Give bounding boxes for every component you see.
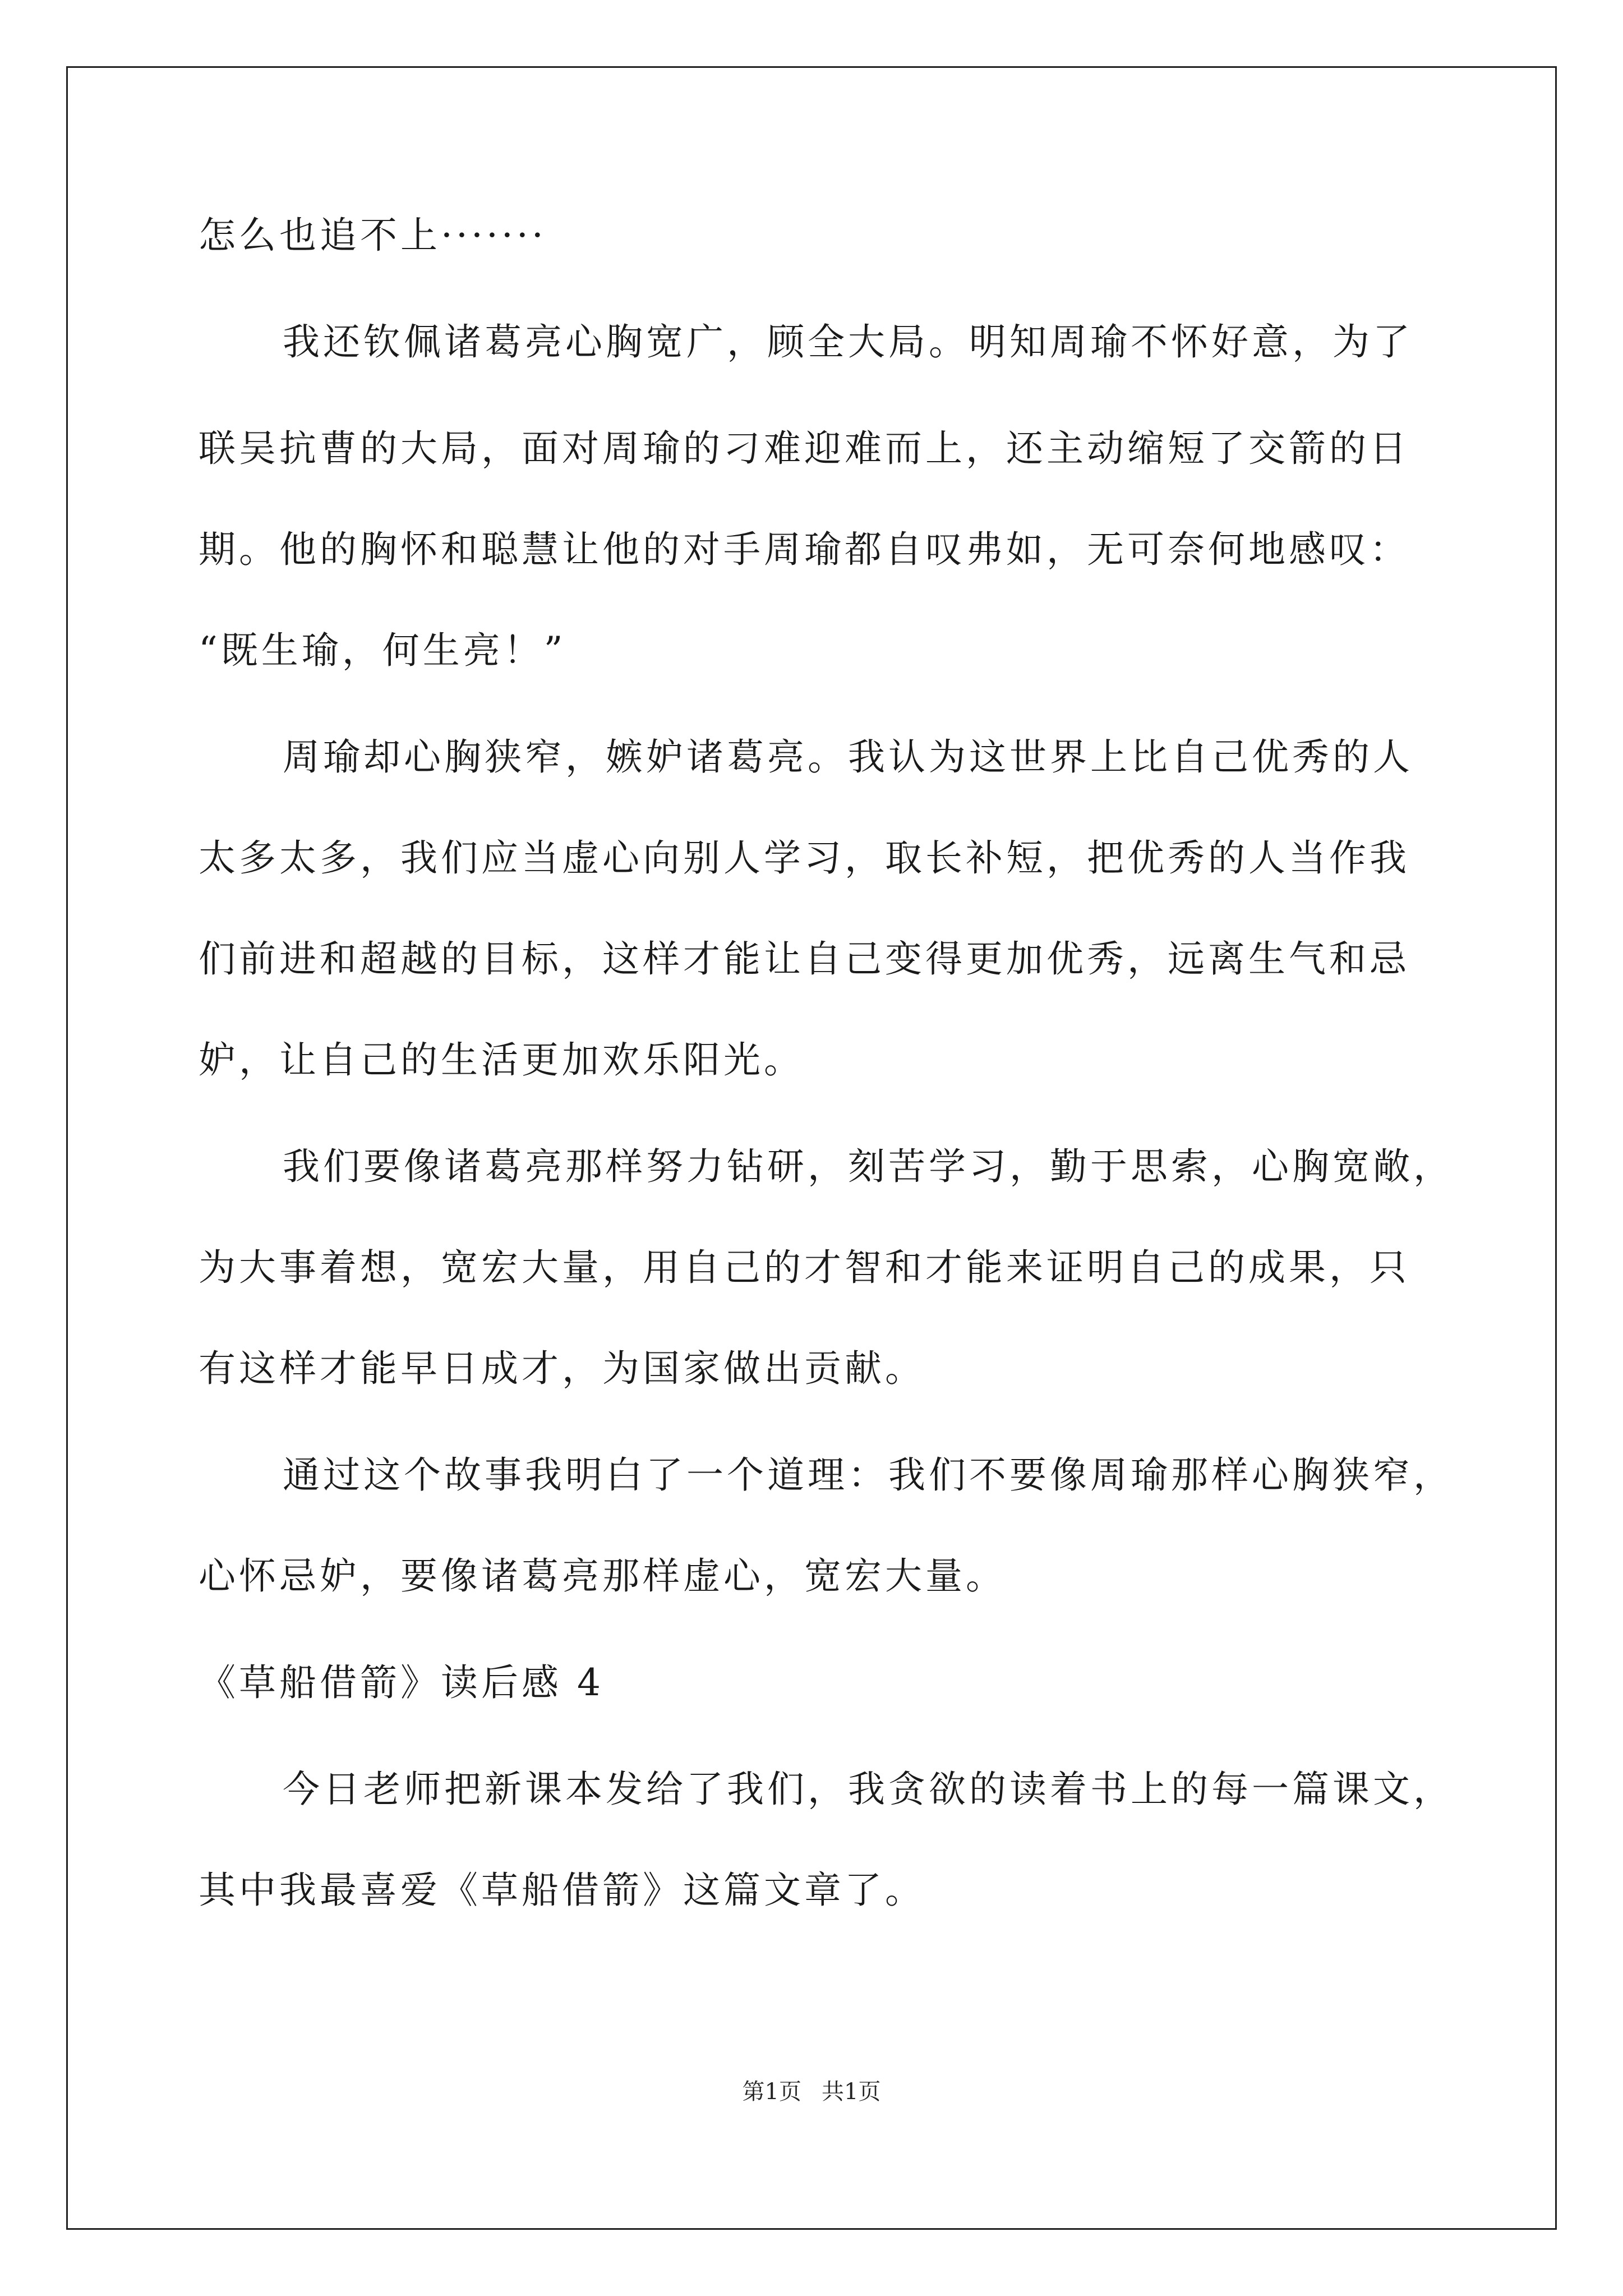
page-total: 共1页 — [822, 2079, 881, 2105]
text-line: 妒，让自己的生活更加欢乐阳光。 — [199, 1038, 804, 1082]
text-line: 联吴抗曹的大局，面对周瑜的刁难迎难而上，还主动缩短了交箭的日 — [199, 427, 1410, 470]
paragraph-start-line: 通过这个故事我明白了一个道理：我们不要像周瑜那样心胸狭窄， — [283, 1453, 1454, 1497]
paragraph-start-line: 今日老师把新课本发给了我们，我贪欲的读着书上的每一篇课文， — [283, 1768, 1454, 1811]
text-line: 心怀忌妒，要像诸葛亮那样虚心，宽宏大量。 — [199, 1554, 1006, 1598]
text-line: 其中我最喜爱《草船借箭》这篇文章了。 — [199, 1869, 925, 1912]
text-line: 怎么也追不上······· — [199, 214, 547, 257]
quote-line: “既生瑜，何生亮！” — [199, 629, 566, 672]
paragraph-start-line: 周瑜却心胸狭窄，嫉妒诸葛亮。我认为这世界上比自己优秀的人 — [283, 735, 1413, 779]
text-line: 为大事着想，宽宏大量，用自己的才智和才能来证明自己的成果，只 — [199, 1246, 1410, 1289]
text-line: 期。他的胸怀和聪慧让他的对手周瑜都自叹弗如，无可奈何地感叹： — [199, 528, 1410, 571]
paragraph-start-line: 我还钦佩诸葛亮心胸宽广，顾全大局。明知周瑜不怀好意，为了 — [283, 320, 1413, 364]
page-number: 第1页 — [742, 2079, 801, 2105]
page-footer — [0, 2078, 1623, 2106]
text-line: 们前进和超越的目标，这样才能让自己变得更加优秀，远离生气和忌 — [199, 937, 1410, 981]
section-heading: 《草船借箭》读后感 4 — [199, 1661, 604, 1704]
text-line: 有这样才能早日成才，为国家做出贡献。 — [199, 1347, 925, 1390]
text-line: 太多太多，我们应当虚心向别人学习，取长补短，把优秀的人当作我 — [199, 836, 1410, 880]
paragraph-start-line: 我们要像诸葛亮那样努力钻研，刻苦学习，勤于思索，心胸宽敞， — [283, 1145, 1454, 1188]
